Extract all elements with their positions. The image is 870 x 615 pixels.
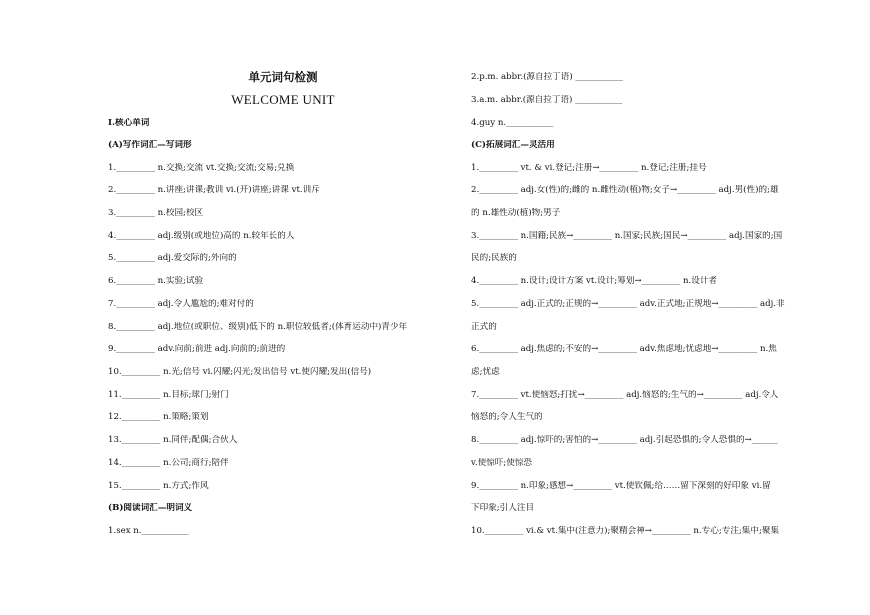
exercise-line: 8._________ adj.惊吓的;害怕的→_________ adj.引起恐惧的;令人恐惧的→______ <box>471 435 778 445</box>
exercise-line: v.使惊吓;使惊恐 <box>471 458 533 468</box>
exercise-line: 虑;忧虑 <box>471 367 500 377</box>
exercise-line: 5._________ adj.正式的;正规的→_________ adv.正式地;正规地→_________ adj.非 <box>471 299 785 309</box>
exercise-item: 8._________ adj.地位(或职位、级别)低下的 n.职位较低者;(体育运动中)青少年 <box>108 322 408 332</box>
exercise-item: 6._________ n.实验;试验 <box>108 276 204 286</box>
exercise-item: 7._________ adj.令人尴尬的;难对付的 <box>108 299 254 309</box>
document-subtitle: WELCOME UNIT <box>231 92 335 107</box>
exercise-item: 14._________ n.公司;商行;陪伴 <box>108 458 229 468</box>
exercise-line: 1._________ vt. & vi.登记;注册→_________ n.登记;注册;挂号 <box>471 163 707 173</box>
exercise-item: 11._________ n.目标;球门;射门 <box>108 390 229 400</box>
exercise-item: 15._________ n.方式;作风 <box>108 481 209 491</box>
group-a-heading: (A)写作词汇—写词形 <box>108 140 192 150</box>
exercise-item: 10._________ n.光;信号 vi.闪耀;闪光;发出信号 vt.使闪耀;发出(信号) <box>108 367 372 377</box>
exercise-item: 1._________ n.交换;交流 vt.交换;交流;交易;兑换 <box>108 163 295 173</box>
exercise-line: 民的;民族的 <box>471 253 517 263</box>
exercise-line: 10._________ vi.& vt.集中(注意力);聚精会神→_________ n.专心;专注;集中;聚集 <box>471 526 780 536</box>
exercise-item: 1.sex n.___________ <box>108 526 189 536</box>
exercise-line: 6._________ adj.焦虑的;不安的→_________ adv.焦虑地;忧虑地→_________ n.焦 <box>471 344 777 354</box>
exercise-line: 的 n.雄性动(植)物;男子 <box>471 208 561 218</box>
exercise-line: 正式的 <box>471 322 497 332</box>
exercise-item: 3._________ n.校园;校区 <box>108 208 204 218</box>
section-heading: Ⅰ.核心单词 <box>108 118 150 128</box>
exercise-item: 2.p.m. abbr.(源自拉丁语) ___________ <box>471 72 623 82</box>
exercise-item: 3.a.m. abbr.(源自拉丁语) ___________ <box>471 95 623 105</box>
exercise-item: 13._________ n.同伴;配偶;合伙人 <box>108 435 238 445</box>
exercise-item: 2._________ n.讲座;讲课;教训 vi.(开)讲座;讲课 vt.训斥 <box>108 185 320 195</box>
exercise-line: 7._________ vt.使恼怒;打扰→_________ adj.恼怒的;生气的→_________ adj.令人 <box>471 390 779 400</box>
exercise-line: 9._________ n.印象;感想→_________ vt.使钦佩;给……留下深刻的好印象 vi.留 <box>471 481 771 491</box>
exercise-line: 恼怒的;令人生气的 <box>471 412 543 422</box>
exercise-item: 5._________ adj.爱交际的;外向的 <box>108 253 237 263</box>
exercise-line: 4._________ n.设计;设计方案 vt.设计;筹划→_________ n.设计者 <box>471 276 718 286</box>
group-b-heading: (B)阅读词汇—明词义 <box>108 503 193 513</box>
document-title: 单元词句检测 <box>248 70 318 84</box>
exercise-line: 3._________ n.国籍;民族→_________ n.国家;民族;国民→_________ adj.国家的;国 <box>471 231 783 241</box>
exercise-line: 下印象;引人注目 <box>471 503 535 513</box>
exercise-item: 9._________ adv.向前;前进 adj.向前的;前进的 <box>108 344 286 354</box>
exercise-line: 2._________ adj.女(性)的;雌的 n.雌性动(植)物;女子→_________ adj.男(性)的;雄 <box>471 185 779 195</box>
exercise-item: 4.guy n.___________ <box>471 118 554 128</box>
exercise-item: 12._________ n.策略;策划 <box>108 412 209 422</box>
exercise-item: 4._________ adj.级别(或地位)高的 n.较年长的人 <box>108 231 295 241</box>
group-c-heading: (C)拓展词汇—灵活用 <box>471 140 555 150</box>
